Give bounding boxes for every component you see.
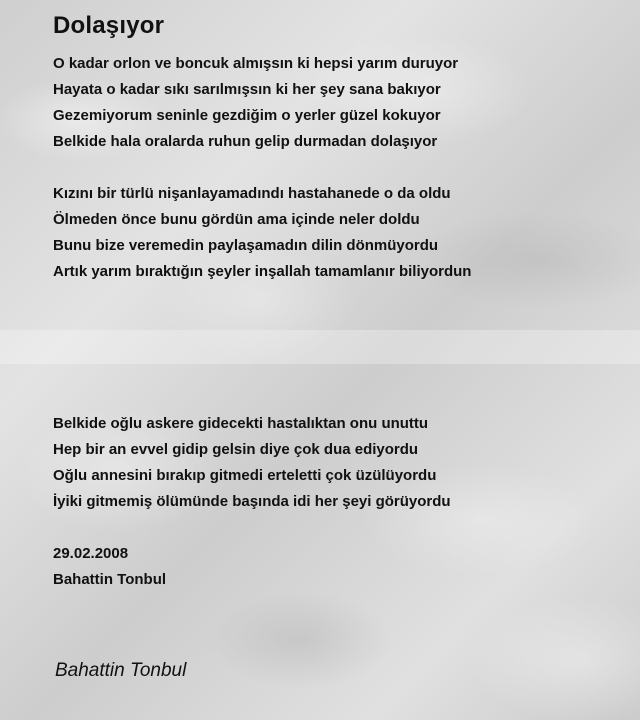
poem-line: Belkide oğlu askere gidecekti hastalıktan onu unuttu bbox=[53, 415, 429, 432]
poem-line: O kadar orlon ve boncuk almışsın ki hepsi yarım duruyor bbox=[53, 55, 459, 72]
poem-line: Hep bir an evvel gidip gelsin diye çok dua ediyordu bbox=[53, 441, 419, 458]
background-band bbox=[0, 330, 640, 364]
stanza-2 bbox=[53, 181, 471, 285]
poem-meta bbox=[53, 541, 166, 593]
poem-line: Kızını bir türlü nişanlayamadındı hastahanede o da oldu bbox=[53, 185, 451, 202]
poem-line: Hayata o kadar sıkı sarılmışsın ki her şey sana bakıyor bbox=[53, 81, 441, 98]
poem-line: Ölmeden önce bunu gördün ama içinde neler doldu bbox=[53, 211, 420, 228]
author-signature: Bahattin Tonbul bbox=[55, 660, 187, 681]
poem-date: 29.02.2008 bbox=[53, 545, 129, 562]
stanza-3 bbox=[53, 411, 451, 515]
stanza-1 bbox=[53, 51, 458, 155]
poem-line: Artık yarım bıraktığın şeyler inşallah tamamlanır biliyordun bbox=[53, 263, 472, 280]
poem-line: Bunu bize veremedin paylaşamadın dilin dönmüyordu bbox=[53, 237, 439, 254]
poem-line: İyiki gitmemiş ölümünde başında idi her şeyi görüyordu bbox=[53, 493, 451, 510]
poem-line: Oğlu annesini bırakıp gitmedi erteletti çok üzülüyordu bbox=[53, 467, 437, 484]
poem-title: Dolaşıyor bbox=[53, 12, 165, 39]
poem-line: Gezemiyorum seninle gezdiğim o yerler güzel kokuyor bbox=[53, 107, 441, 124]
poem-author: Bahattin Tonbul bbox=[53, 571, 167, 588]
poem-line: Belkide hala oralarda ruhun gelip durmadan dolaşıyor bbox=[53, 133, 438, 150]
